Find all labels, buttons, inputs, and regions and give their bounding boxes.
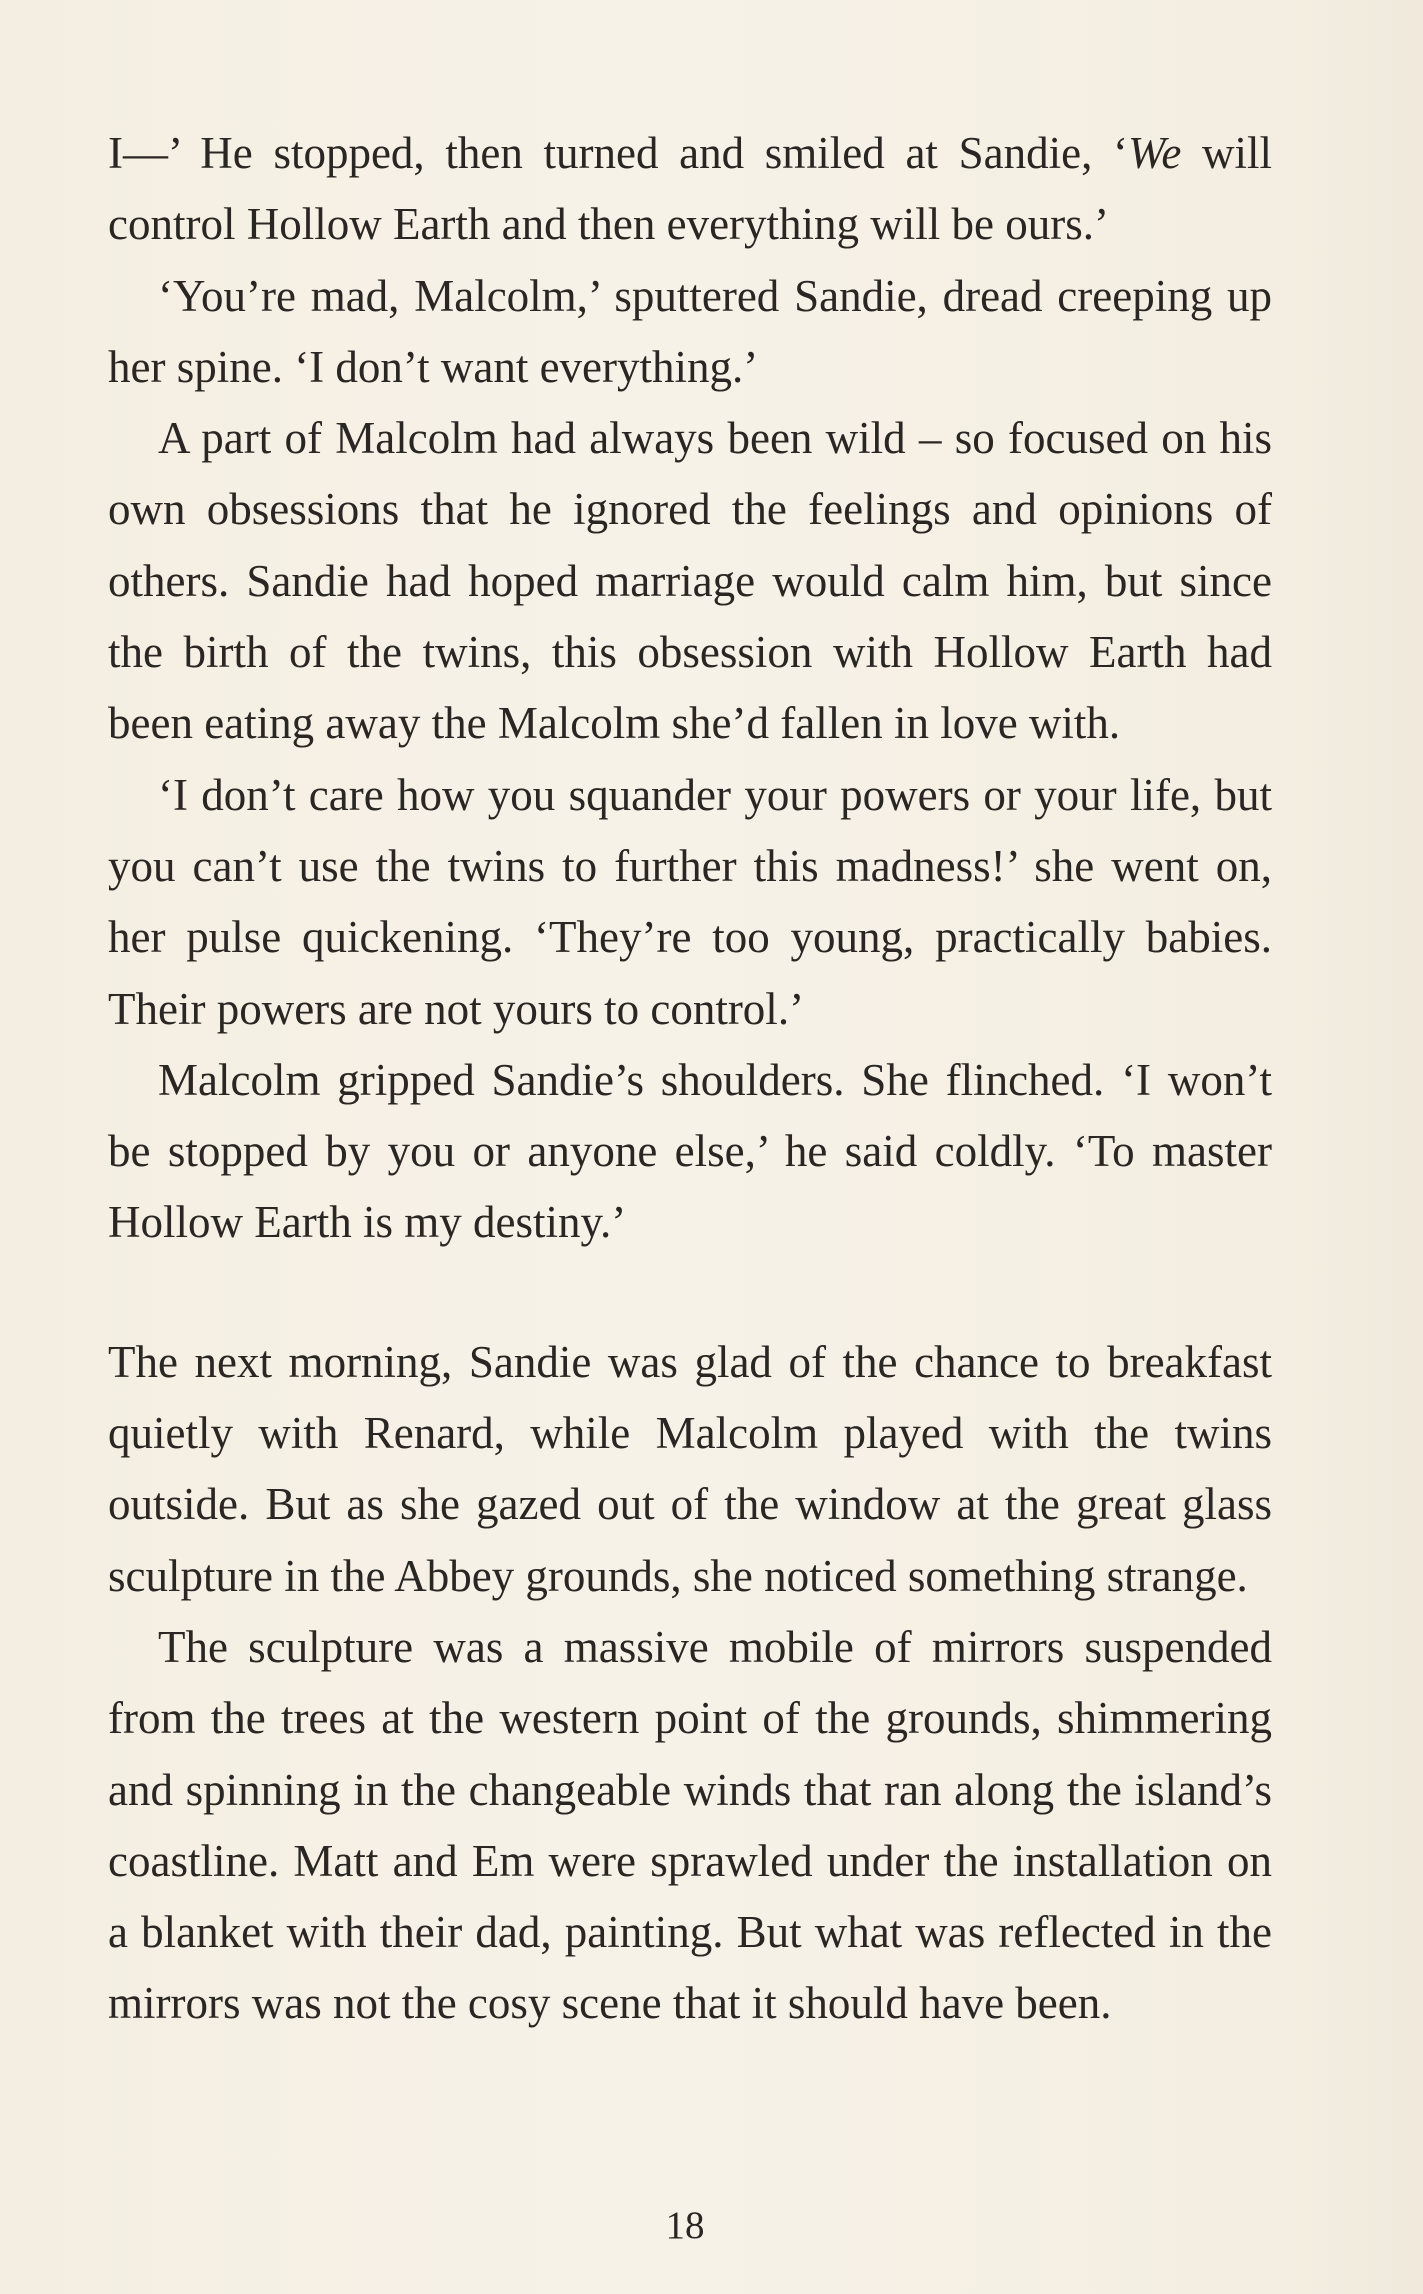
text-run: ‘You’re mad, Malcolm,’ sputtered Sandie, dread creeping up her spine. ‘I don’t want everything.’ bbox=[108, 270, 1272, 392]
text-run: I—’ He stopped, then turned and smiled at Sandie, ‘ bbox=[108, 128, 1128, 178]
text-run: ‘I don’t care how you squander your powers or your life, but you can’t use the twins to further this madness!’ she went on, her pulse quickening. ‘They’re too young, practically babies. Their powers are not yours to control.’ bbox=[108, 769, 1272, 1034]
text-run: The next morning, Sandie was glad of the chance to breakfast quietly with Renard, while Malcolm played with the twins outside. But as she gazed out of the window at the great glass sculpture in the Abbey grounds, she noticed something strange. bbox=[108, 1336, 1272, 1601]
paragraph bbox=[108, 1045, 1272, 1259]
body-text bbox=[108, 118, 1272, 2040]
paragraph bbox=[108, 1612, 1272, 2040]
paragraph bbox=[108, 403, 1272, 759]
page-edge-shadow bbox=[1303, 0, 1423, 2294]
italic-text: We bbox=[1127, 128, 1182, 178]
paragraph bbox=[108, 118, 1272, 261]
paragraph bbox=[108, 1327, 1272, 1612]
text-run: Malcolm gripped Sandie’s shoulders. She flinched. ‘I won’t be stopped by you or anyone else,’ he said coldly. ‘To master Hollow Earth is my destiny.’ bbox=[108, 1054, 1272, 1248]
paragraph bbox=[108, 760, 1272, 1045]
paragraph bbox=[108, 261, 1272, 404]
text-run: A part of Malcolm had always been wild – so focused on his own obsessions that he ignored the feelings and opinions of others. Sandie had hoped marriage would calm him, but since the birth of the twins, this obsession with Hollow Earth had been eating away the Malcolm she’d fallen in love with. bbox=[108, 413, 1272, 749]
text-run: The sculpture was a massive mobile of mirrors suspended from the trees at the western point of the grounds, shimmering and spinning in the changeable winds that ran along the island’s coastline. Matt and Em were sprawled under the installation on a blanket with their dad, painting. But what was reflected in the mirrors was not the cosy scene that it should have been. bbox=[108, 1621, 1272, 2029]
text-run: will control Hollow Earth and then everything will be ours.’ bbox=[108, 128, 1272, 250]
page-number: 18 bbox=[665, 2204, 705, 2247]
section-break bbox=[108, 1259, 1272, 1327]
